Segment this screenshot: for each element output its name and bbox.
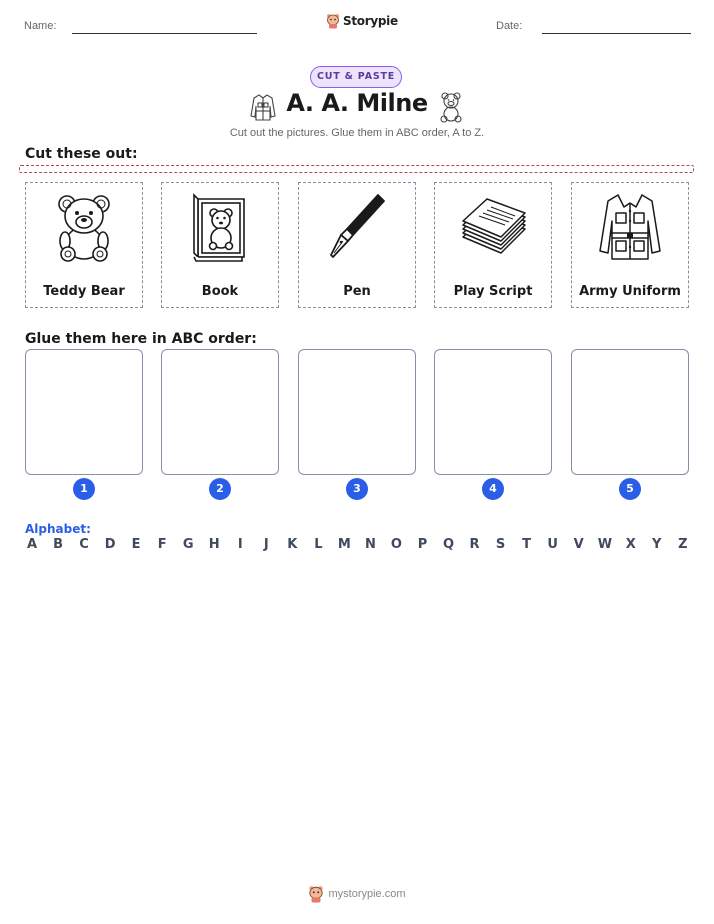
alphabet-letter: J — [263, 537, 269, 552]
date-label: Date: — [496, 20, 523, 32]
date-line[interactable] — [542, 33, 691, 34]
card-label: Play Script — [453, 284, 533, 299]
alphabet-letter: F — [157, 537, 167, 552]
fountain-pen-icon — [323, 191, 391, 263]
glue-slot-3[interactable] — [298, 349, 416, 475]
glue-slot-2[interactable] — [161, 349, 279, 475]
army-uniform-icon — [596, 191, 664, 263]
alphabet-letter: Y — [652, 537, 662, 552]
slot-number: 3 — [346, 478, 368, 500]
glue-slot-5[interactable] — [571, 349, 689, 475]
page-title: A. A. Milne — [286, 89, 428, 117]
alphabet-letter: H — [208, 537, 220, 552]
alphabet-letter: B — [53, 537, 63, 552]
cut-card-play-script[interactable] — [434, 182, 552, 308]
alphabet-letter: N — [364, 537, 376, 552]
instructions: Cut out the pictures. Glue them in ABC order, A to Z. — [229, 127, 485, 139]
storypie-mascot-icon — [326, 13, 340, 29]
cut-card-teddy-bear[interactable] — [25, 182, 143, 308]
alphabet-letter: S — [495, 537, 506, 552]
name-line[interactable] — [72, 33, 257, 34]
alphabet-letter: Q — [442, 537, 455, 552]
alphabet-letter: T — [522, 537, 532, 552]
alphabet-letter: D — [104, 537, 116, 552]
alphabet-letter: G — [182, 537, 194, 552]
slot-number: 4 — [482, 478, 504, 500]
glue-slot-4[interactable] — [434, 349, 552, 475]
activity-badge: CUT & PASTE — [310, 66, 402, 88]
cut-heading: Cut these out: — [25, 146, 138, 162]
cut-card-book[interactable] — [161, 182, 279, 308]
alphabet-letter: E — [131, 537, 141, 552]
alphabet-label: Alphabet: — [25, 522, 91, 536]
cut-card-army-uniform[interactable] — [571, 182, 689, 308]
teddy-bear-icon — [437, 91, 465, 123]
name-label: Name: — [24, 20, 57, 32]
paper-stack-icon — [459, 191, 527, 263]
alphabet-letter: V — [573, 537, 584, 552]
glue-slot-1[interactable] — [25, 349, 143, 475]
storypie-mascot-icon — [308, 885, 324, 903]
alphabet-letter: C — [79, 537, 89, 552]
alphabet-letter: U — [547, 537, 558, 552]
alphabet-letter: L — [314, 537, 323, 552]
card-label: Book — [201, 284, 239, 299]
alphabet-letter: Z — [678, 537, 688, 552]
slot-number: 5 — [619, 478, 641, 500]
alphabet-row — [25, 537, 690, 552]
alphabet-letter: P — [417, 537, 428, 552]
glue-heading: Glue them here in ABC order: — [25, 331, 257, 347]
brand-logo — [326, 13, 398, 29]
teddy-bear-icon — [50, 191, 118, 263]
alphabet-letter: A — [26, 537, 38, 552]
alphabet-letter: R — [469, 537, 480, 552]
alphabet-letter: K — [287, 537, 298, 552]
footer — [0, 885, 714, 903]
alphabet-letter: O — [390, 537, 402, 552]
cut-line — [19, 165, 694, 173]
book-icon — [186, 191, 254, 263]
card-label: Army Uniform — [579, 284, 681, 299]
card-label: Teddy Bear — [43, 284, 125, 299]
alphabet-letter: W — [597, 537, 613, 552]
alphabet-letter: M — [337, 537, 351, 552]
footer-url[interactable]: mystorypie.com — [328, 888, 406, 900]
alphabet-letter: X — [625, 537, 636, 552]
card-label: Pen — [343, 284, 371, 299]
brand-name: Storypie — [343, 14, 398, 28]
slot-number: 1 — [73, 478, 95, 500]
cut-card-pen[interactable] — [298, 182, 416, 308]
alphabet-letter: I — [237, 537, 243, 552]
slot-number: 2 — [209, 478, 231, 500]
